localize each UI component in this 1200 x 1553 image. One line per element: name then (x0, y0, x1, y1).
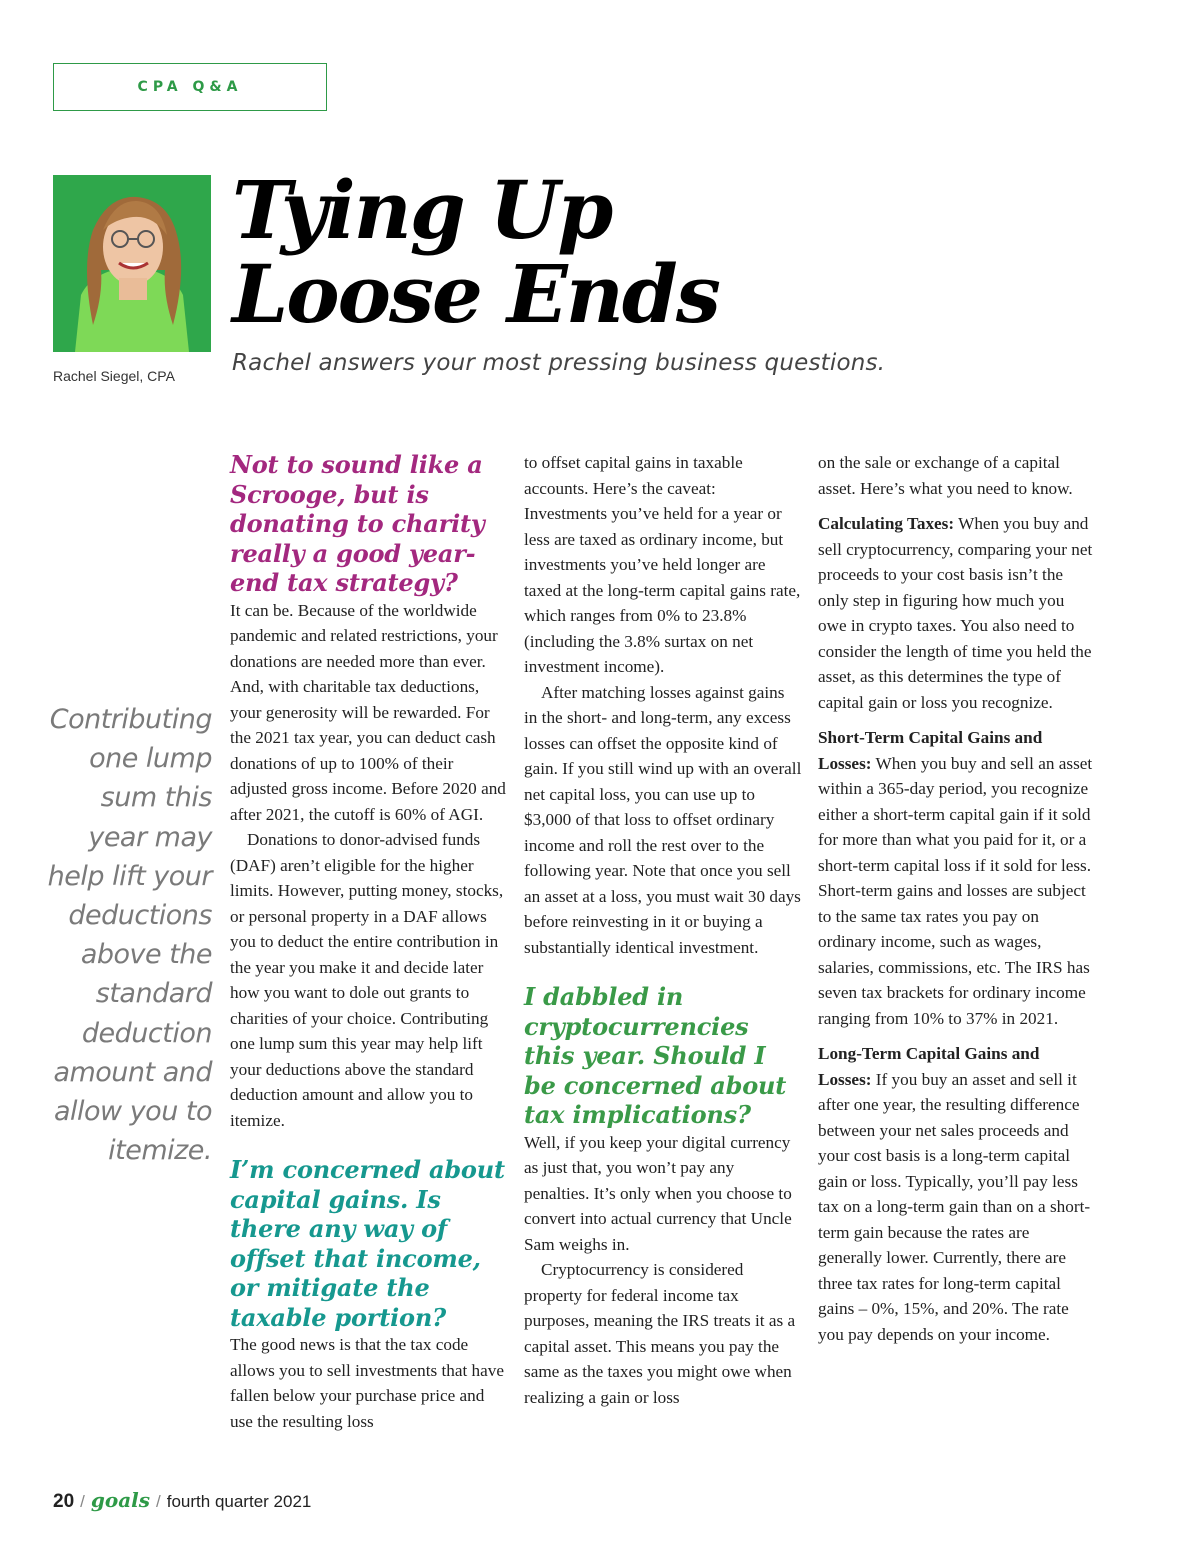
answer-paragraph: After matching losses against gains in the short- and long-term, any excess losses can offset the opposite kind of gain. If you still wind up with an overall net capital loss, you can use up to $3,000 of that loss to offset ordinary income and roll the rest over to the following year. Note that once you sell an asset at a loss, you must wait 30 days before reinvesting in it or buying a substantially identical investment. (524, 682, 802, 957)
question-capital-gains: I’m concerned about capital gains. Is there any way of offset that income, or mitigate the taxable portion? (230, 1155, 505, 1332)
question-crypto: I dabbled in cryptocurrencies this year. Should I be concerned about tax implications? (524, 982, 787, 1129)
pull-quote: Contributing one lump sum this year may help lift your deductions above the standard deduction amount and allow you to itemize. (47, 704, 212, 1167)
answer-paragraph: Donations to donor-advised funds (DAF) aren’t eligible for the higher limits. However, putting money, stocks, or personal property in a DAF allows you to deduct the entire contribution in the year you make it and decide later how you want to dole out grants to charities of your choice. Contributing one lump sum this year may help lift your deductions above the standard deduction amount and allow you to itemize. (230, 830, 504, 1130)
article-column-3 (818, 450, 1096, 1347)
author-caption: Rachel Siegel, CPA (53, 368, 175, 384)
footer-separator: / (80, 1492, 85, 1511)
author-portrait-image (53, 175, 211, 352)
issue-label: fourth quarter 2021 (166, 1492, 312, 1511)
subsection-calculating-taxes (818, 511, 1096, 715)
author-photo (53, 175, 211, 352)
answer-paragraph: Cryptocurrency is considered property for federal income tax purposes, meaning the IRS treats it as a capital asset. This means you pay the same as the taxes you might owe when realizing a gain or loss (524, 1260, 796, 1407)
subsection-text: When you buy and sell cryptocurrency, comparing your net proceeds to your cost basis isn’t the only step in figuring how much you owe in crypto taxes. You also need to consider the length of time you held the asset, as this determines the type of capital gain or loss you recognize. (818, 514, 1093, 712)
magazine-brand: goals (90, 1488, 151, 1512)
article-column-1 (230, 450, 508, 1434)
subsection-short-term (818, 725, 1096, 1031)
headline-line-1: Tying Up (232, 163, 612, 257)
answer-paragraph: Well, if you keep your digital currency as just that, you won’t pay any penalties. It’s only when you choose to convert into actual currency that Uncle Sam weighs in. (524, 1132, 792, 1254)
footer-separator: / (156, 1492, 161, 1511)
answer-paragraph: to offset capital gains in taxable accounts. Here’s the caveat: Investments you’ve held for a year or less are taxed as ordinary income, but investments you’ve held longer are taxed at the long-term capital gains rate, which ranges from 0% to 23.8% (including the 3.8% surtax on net investment income). (524, 453, 801, 676)
answer-paragraph: The good news is that the tax code allows you to sell investments that have fallen below your purchase price and use the resulting loss (230, 1335, 505, 1431)
subhead: Calculating Taxes: (818, 514, 955, 533)
deck: Rachel answers your most pressing business questions. (232, 350, 886, 376)
subhead: Short-Term Capital Gains and Losses: (818, 728, 1043, 773)
subsection-long-term (818, 1041, 1096, 1347)
headline-line-2: Loose Ends (232, 247, 719, 341)
article-column-2 (524, 450, 802, 1410)
answer-paragraph: on the sale or exchange of a capital asset. Here’s what you need to know. (818, 453, 1073, 498)
subhead: Long-Term Capital Gains and Losses: (818, 1044, 1040, 1089)
subsection-text: When you buy and sell an asset within a 365-day period, you recognize either a short-term capital gain if it sold for more than what you paid for it, or a short-term capital loss if it sold for less. Short-term gains and losses are subject to the same tax rates you pay on ordinary income, such as wages, salaries, commissions, etc. The IRS has seven tax brackets for ordinary income ranging from 10% to 37% in 2021. (818, 753, 1093, 1028)
headline (232, 163, 992, 341)
page-number: 20 (53, 1491, 75, 1512)
subsection-text: If you buy an asset and sell it after one year, the resulting difference between your net sales proceeds and your cost basis is a long-term capital gain or loss. Typically, you’ll pay less tax on a long-term gain than on a short-term gain because the rates are generally lower. Currently, there are three tax rates for long-term capital gains – 0%, 15%, and 20%. The rate you pay depends on your income. (818, 1069, 1091, 1344)
question-charity: Not to sound like a Scrooge, but is donating to charity really a good year-end tax strategy? (230, 450, 485, 597)
page-footer (53, 1488, 311, 1513)
section-tag: CPA Q&A (53, 63, 327, 111)
answer-paragraph: It can be. Because of the worldwide pandemic and related restrictions, your donations are needed more than ever. And, with charitable tax deductions, your generosity will be rewarded. For the 2021 tax year, you can deduct cash donations of up to 100% of their adjusted gross income. Before 2020 and after 2021, the cutoff is 60% of AGI. (230, 600, 506, 824)
